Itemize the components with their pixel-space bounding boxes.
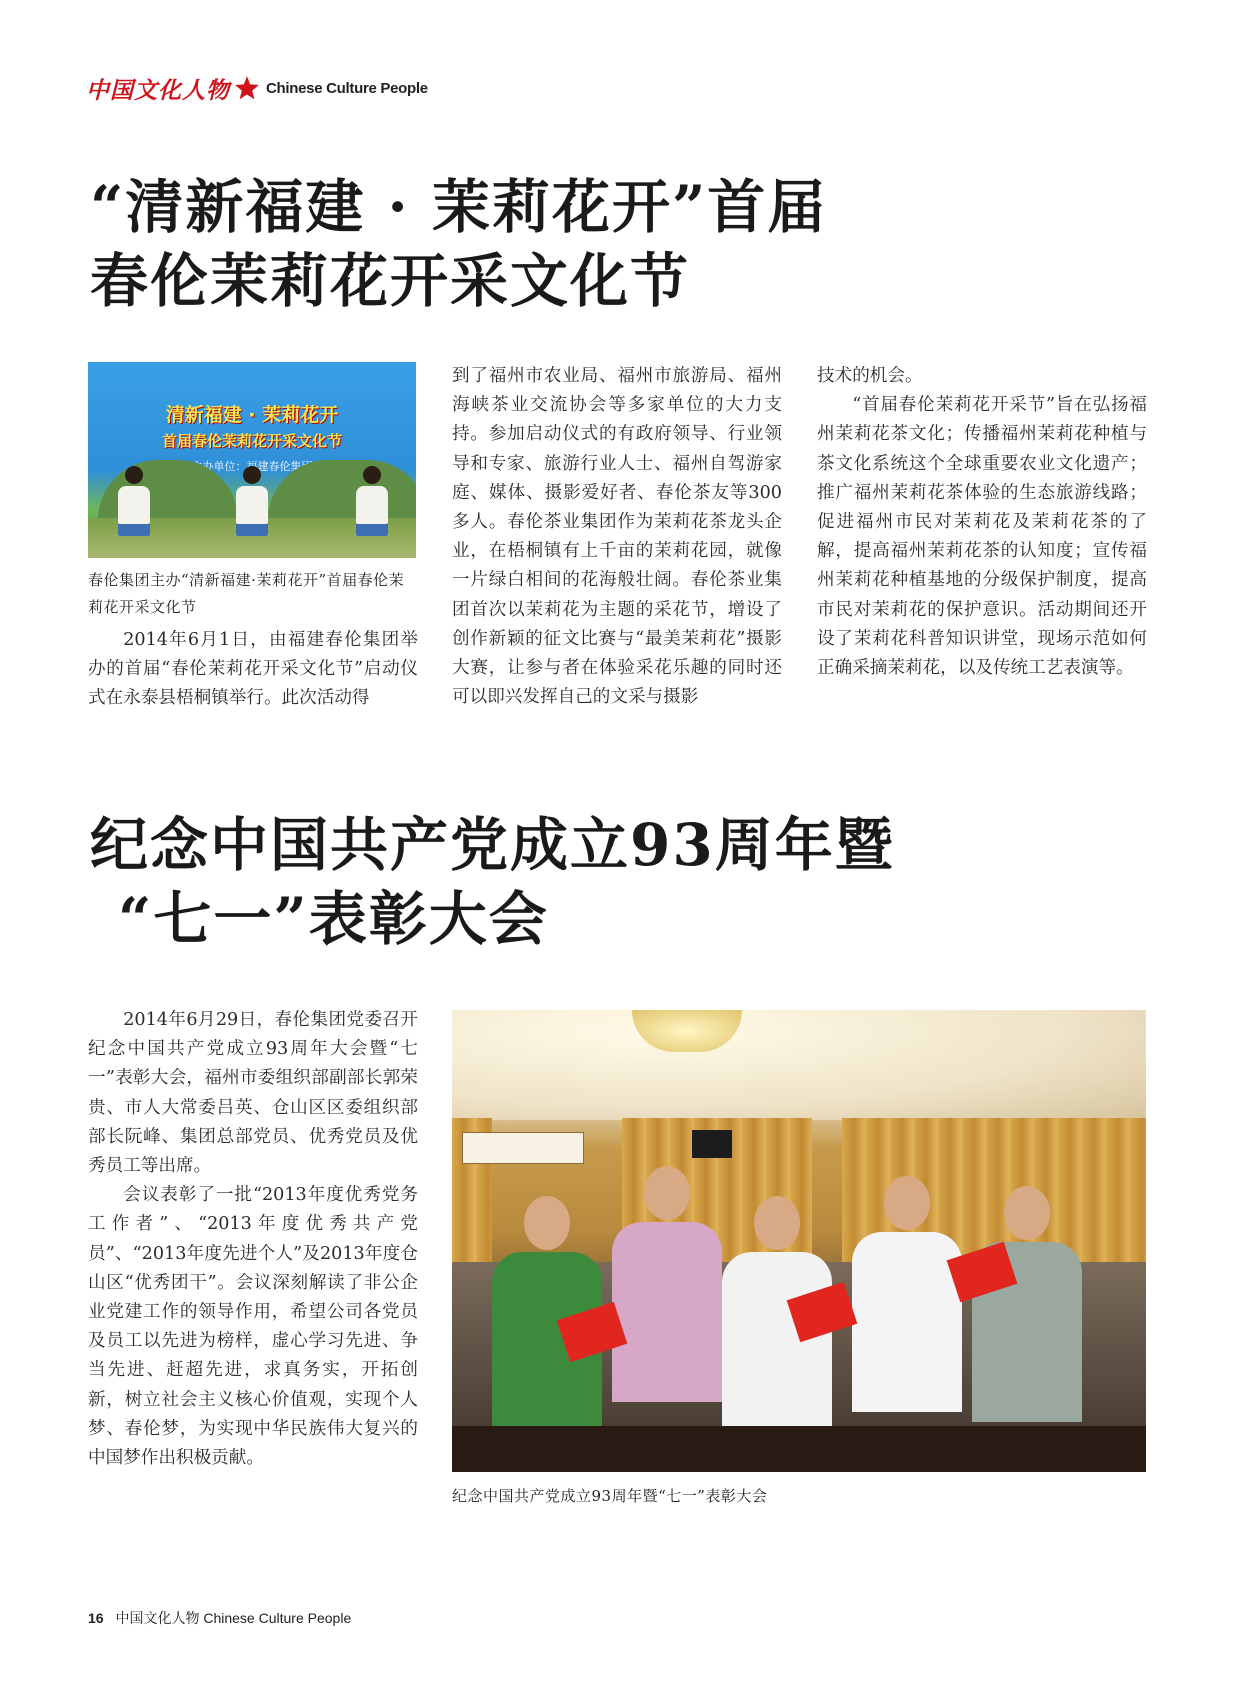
article1-column-3	[817, 362, 1147, 683]
photo-banner-subtitle: 首届春伦茉莉花开采文化节	[161, 432, 342, 450]
ceiling	[452, 1010, 1146, 1120]
article2-title-line1: 纪念中国共产党成立93周年暨	[90, 811, 895, 879]
article2-title-line2: “七一”表彰大会	[118, 885, 549, 953]
tea-girl-figure	[236, 466, 268, 536]
ceremony-photo	[452, 1010, 1146, 1472]
footer-publication: 中国文化人物 Chinese Culture People	[115, 1610, 352, 1626]
logo-chinese: 中国文化人物	[86, 76, 230, 104]
article1-paragraph: 2014年6月1日，由福建春伦集团举办的首届“春伦茉莉花开采文化节”启动仪式在永泰县梧桐镇举行。此次活动得	[88, 630, 418, 709]
tea-girl-figure	[356, 466, 388, 536]
person-figure	[852, 1176, 962, 1412]
table	[452, 1426, 1146, 1472]
article2-title	[90, 808, 895, 956]
calligraphy-scroll	[462, 1132, 584, 1164]
star-icon	[234, 75, 260, 101]
article1-photo-caption: 春伦集团主办“清新福建·茉莉花开”首届春伦茉莉花开采文化节	[88, 571, 405, 616]
article2-paragraph: 2014年6月29日，春伦集团党委召开纪念中国共产党成立93周年大会暨“七一”表彰大会，福州市委组织部副部长郭荣贵、市人大常委吕英、仓山区区委组织部部长阮峰、集团总部党员、优秀党员及优秀员工等出席。	[88, 1010, 418, 1177]
photo-banner-title: 清新福建 · 茉莉花开	[165, 404, 339, 426]
article1-title-line2: 春伦茉莉花开采文化节	[90, 247, 691, 315]
article1-paragraph: 到了福州市农业局、福州市旅游局、福州海峡茶业交流协会等多家单位的大力支持。参加启动仪式的有政府领导、行业领导和专家、旅游行业人士、福州自驾游家庭、媒体、摄影爱好者、春伦茶友等300多人。春伦茶业集团作为茉莉花茶龙头企业，在梧桐镇有上千亩的茉莉花园，就像一片绿白相间的花海般壮阔。春伦茶业集团首次以茉莉花为主题的采花节，增设了创作新颖的征文比赛与“最美茉莉花”摄影大赛，让参与者在体验采花乐趣的同时还可以即兴发挥自己的文采与摄影	[452, 366, 782, 708]
jasmine-festival-photo	[88, 362, 416, 558]
article2-paragraph: 会议表彰了一批“2013年度优秀党务工作者”、“2013年度优秀共产党员”、“2013年度先进个人”及2013年度仓山区“优秀团干”。会议深刻解读了非公企业党建工作的领导作用，希望公司各党员及员工以先进为榜样，虚心学习先进、争当先进、赶超先进，求真务实，开拓创新，树立社会主义核心价值观，实现个人梦、春伦梦，为实现中华民族伟大复兴的中国梦作出积极贡献。	[88, 1185, 418, 1469]
article2-photo-caption: 纪念中国共产党成立93周年暨“七一”表彰大会	[452, 1487, 768, 1505]
person-figure	[972, 1186, 1082, 1422]
page-number: 16	[88, 1610, 104, 1626]
article1-column-1	[88, 626, 418, 714]
tea-girl-figure	[118, 466, 150, 536]
logo-english: Chinese Culture People	[266, 79, 428, 97]
article1-column-2	[452, 362, 782, 712]
article1-title	[90, 170, 827, 318]
article1-paragraph: “首届春伦茉莉花开采节”旨在弘扬福州茉莉花茶文化；传播福州茉莉花种植与茶文化系统这个全球重要农业文化遗产；推广福州茉莉花茶体验的生态旅游线路；促进福州市民对茉莉花及茉莉花茶的了解，提高福州茉莉花茶的认知度；宣传福州茉莉花种植基地的分级保护制度，提高市民对茉莉花的保护意识。活动期间还开设了茉莉花科普知识讲堂，现场示范如何正确采摘茉莉花，以及传统工艺表演等。	[817, 395, 1147, 679]
magazine-logo	[86, 74, 428, 102]
article1-paragraph: 技术的机会。	[817, 366, 923, 386]
person-figure	[612, 1166, 722, 1402]
wall-speaker	[692, 1130, 732, 1158]
article2-column	[88, 1006, 418, 1473]
article1-title-line1: “清新福建 · 茉莉花开”首届	[90, 173, 828, 241]
page-footer	[88, 1608, 351, 1628]
